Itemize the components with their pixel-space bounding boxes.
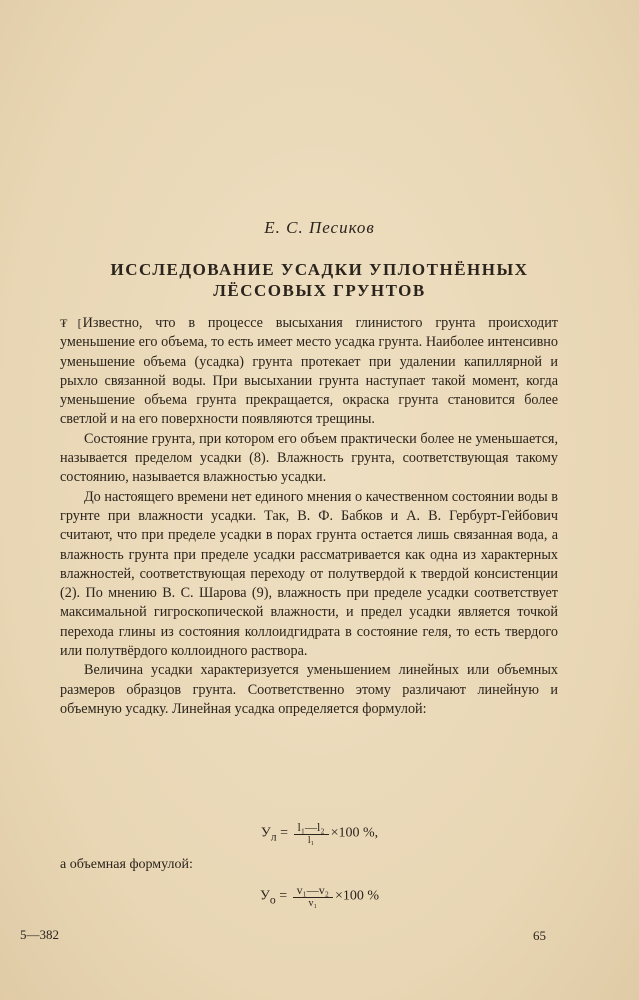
print-mark: ₮ [ — [60, 316, 81, 330]
title-line-2: ЛЁССОВЫХ ГРУНТОВ — [213, 281, 426, 300]
formula-volume-shrinkage: $У_о$ = $\frac{\text{v₁—v₂}}{\text{v₁}}$ ×100 % — [259, 883, 380, 909]
formula-2-fraction — [293, 883, 333, 910]
formula-2-numerator: v₁—v₂ — [293, 883, 333, 898]
formula-1-denominator: l₁ — [307, 835, 315, 846]
title-line-1: ИССЛЕДОВАНИЕ УСАДКИ УПЛОТНЁННЫХ — [110, 260, 529, 279]
formula-2-rhs: ×100 % — [334, 888, 380, 904]
paragraph-1 — [60, 314, 558, 430]
formula-1-lhs: У — [260, 825, 271, 841]
author: Е. С. Песиков — [264, 218, 375, 237]
printer-signature: 5—382 — [20, 927, 59, 942]
formula-2-sub: о — [269, 893, 276, 907]
formula-1-numerator: l₁—l₂ — [294, 820, 329, 835]
formula-1-fraction — [294, 820, 329, 847]
formula-2-lhs: У — [259, 888, 270, 904]
page-number: 65 — [533, 928, 546, 943]
formula-linear-shrinkage: $У_л$ = $\frac{\text{l₁—l₂}}{\text{l₁}}$ ×100 %, — [260, 820, 379, 846]
formula-2-denominator: v₁ — [308, 898, 318, 909]
formula-1-sub: л — [270, 830, 277, 844]
paragraph-2: Состояние грунта, при котором его объем практически более не уменьшается, называется пределом усадки (8). Влажность грунта, соответствующая такому состоянию, называется влажностью усадки. — [60, 430, 558, 486]
paragraph-3: До настоящего времени нет единого мнения о качественном состоянии воды в грунте при влажности усадки. Так, В. Ф. Бабков и А. В. Гербурт-Гейбович считают, что при пределе усадки в порах грунта остается лишь связанная вода, а влажность грунта при пределе усадки рассматривается как одна из характерных влажностей, соответствующая переходу от полутвердой к твердой консистенции (2). По мнению В. С. Шарова (9), влажность при пределе усадки соответствует максимальной гигроскопической влажности, и предел усадки является точкой перехода глины из состояния коллоидгидрата в состояние геля, то есть твердого или полутвёрдого коллоидного раствора. — [60, 488, 558, 660]
article-title — [60, 259, 579, 301]
paragraph-1-text: Известно, что в процессе высыхания глинистого грунта происходит уменьшение его объема, то есть имеет место усадка грунта. Наиболее интенсивно уменьшение объема (усадка) грунта протекает при удалении капиллярной и рыхло связанной воды. При высыхании грунта наступает такой момент, когда уменьшение объема грунта прекращается, окраска грунта становится более светлой и на его поверхности появляются трещины. — [60, 315, 558, 428]
formula-1-rhs: ×100 %, — [330, 825, 379, 841]
article-body — [60, 314, 558, 719]
paragraph-4: Величина усадки характеризуется уменьшением линейных или объемных размеров образцов грунта. Соответственно этому различают линейную и объемную усадку. Линейная усадка определяется формулой: — [60, 662, 558, 717]
formula-intro-text: а объемная формулой: — [60, 857, 193, 872]
